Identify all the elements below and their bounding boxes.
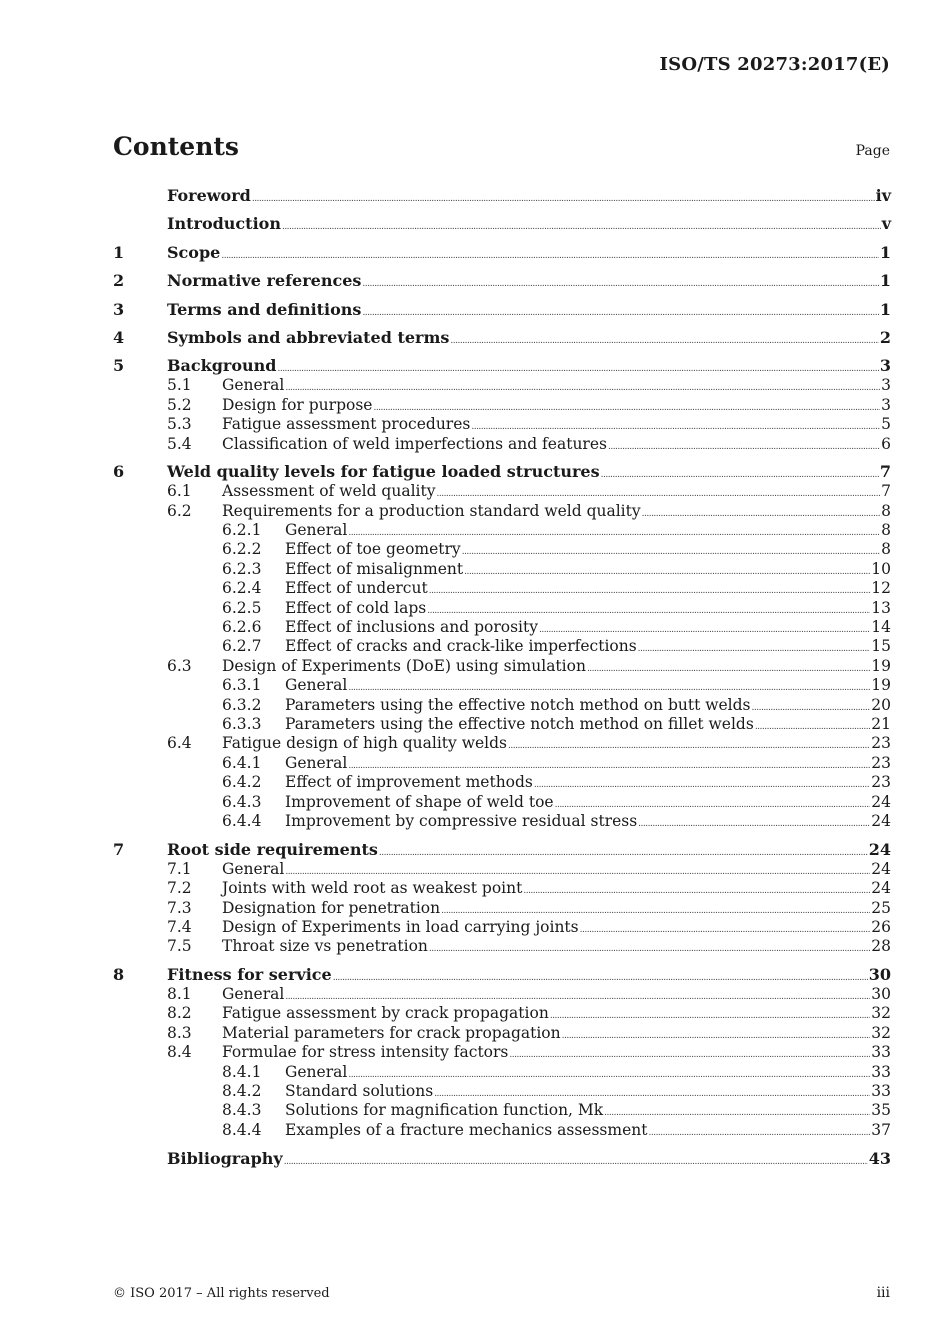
toc-entry-page: 35 — [871, 1101, 891, 1120]
toc-entry-title: Parameters using the effective notch method on butt welds — [285, 695, 751, 714]
toc-entry[interactable] — [113, 754, 891, 773]
toc-entry[interactable] — [113, 540, 891, 559]
toc-entry-number: 6.4.1 — [222, 753, 262, 772]
toc-entry-title: Throat size vs penetration — [222, 937, 428, 956]
toc-entry-title: Classification of weld imperfections and features — [222, 434, 607, 453]
toc-entry[interactable] — [113, 299, 891, 320]
toc-entry-number: 6.2.1 — [222, 521, 262, 540]
toc-entry-number: 8.4 — [167, 1043, 192, 1062]
toc-entry-page: 2 — [879, 327, 891, 347]
toc-entry-page: 33 — [871, 1043, 891, 1062]
toc-entry-title: Material parameters for crack propagation — [222, 1023, 561, 1042]
toc-entry-title: Effect of cold laps — [285, 598, 427, 617]
toc-entry-page: 1 — [879, 271, 891, 291]
toc-dot-leader — [562, 1027, 871, 1046]
toc-entry-title: Solutions for magnification function, Mk — [285, 1101, 604, 1120]
toc-entry-title: Design of Experiments in load carrying joints — [222, 917, 579, 936]
toc-dot-leader — [587, 660, 870, 679]
toc-entry-page: 43 — [868, 1148, 891, 1168]
toc-entry-number: 8.1 — [167, 985, 192, 1004]
toc-entry-title: Improvement by compressive residual stress — [285, 811, 638, 830]
toc-entry-title: General — [285, 676, 348, 695]
toc-entry[interactable] — [113, 376, 891, 395]
toc-entry-title: Fatigue assessment procedures — [222, 415, 471, 434]
toc-entry[interactable] — [113, 773, 891, 792]
toc-entry[interactable] — [113, 879, 891, 898]
toc-dot-leader — [362, 303, 878, 324]
toc-entry-number: 6.2.2 — [222, 540, 262, 559]
toc-entry-number: 7.5 — [167, 937, 192, 956]
toc-entry-page: 20 — [871, 695, 891, 714]
toc-entry-number: 6.1 — [167, 482, 192, 501]
toc-entry-number: 6.2.5 — [222, 598, 262, 617]
toc-entry-number: 7.3 — [167, 898, 192, 917]
toc-dot-leader — [642, 505, 881, 524]
toc-entry-title: Design of Experiments (DoE) using simulation — [222, 656, 586, 675]
copyright-notice: © ISO 2017 – All rights reserved — [113, 1286, 330, 1301]
toc-entry-title: Designation for penetration — [222, 898, 441, 917]
toc-entry-title: Parameters using the effective notch method on fillet welds — [285, 714, 754, 733]
toc-entry-page: 3 — [881, 395, 891, 414]
toc-entry[interactable] — [113, 676, 891, 695]
toc-dot-leader — [508, 737, 870, 756]
toc-entry-page: 32 — [871, 1023, 891, 1042]
toc-dot-leader — [333, 968, 868, 989]
toc-entry-number: 6.2.6 — [222, 618, 262, 637]
toc-entry-title: Requirements for a production standard weld quality — [222, 501, 641, 520]
toc-entry-page: 23 — [871, 734, 891, 753]
toc-entry-title: Fatigue assessment by crack propagation — [222, 1004, 549, 1023]
toc-entry-number: 8.2 — [167, 1004, 192, 1023]
toc-entry-page: 3 — [879, 356, 891, 376]
toc-entry[interactable] — [113, 860, 891, 879]
toc-entry-title: Formulae for stress intensity factors — [222, 1043, 509, 1062]
toc-entry-number: 6.3 — [167, 656, 192, 675]
toc-entry-page: 37 — [871, 1120, 891, 1139]
toc-entry-title: Foreword — [167, 186, 251, 205]
toc-entry-title: Terms and definitions — [167, 299, 362, 319]
toc-entry[interactable] — [113, 1024, 891, 1043]
toc-entry[interactable] — [113, 1043, 891, 1062]
toc-entry-title: Symbols and abbreviated terms — [167, 327, 450, 347]
toc-dot-leader — [752, 699, 871, 718]
toc-entry-number: 6.2.4 — [222, 579, 262, 598]
toc-entry-number: 7 — [113, 839, 125, 859]
toc-entry-title: Improvement of shape of weld toe — [285, 792, 554, 811]
toc-entry[interactable] — [113, 793, 891, 812]
toc-entry-title: General — [285, 521, 348, 540]
toc-dot-leader — [285, 379, 880, 398]
page-column-label: Page — [855, 143, 890, 159]
toc-entry[interactable] — [113, 964, 891, 985]
toc-dot-leader — [509, 1046, 870, 1065]
toc-entry-title: General — [222, 859, 285, 878]
toc-entry[interactable] — [113, 327, 891, 348]
toc-dot-leader — [580, 921, 871, 940]
toc-dot-leader — [379, 843, 868, 864]
toc-entry-number: 5 — [113, 356, 125, 376]
toc-dot-leader — [282, 217, 881, 238]
toc-dot-leader — [284, 1152, 868, 1173]
toc-entry[interactable] — [113, 435, 891, 454]
toc-entry[interactable] — [113, 1004, 891, 1023]
toc-entry-title: Effect of improvement methods — [285, 773, 533, 792]
toc-entry[interactable] — [113, 270, 891, 291]
toc-entry[interactable] — [113, 396, 891, 415]
toc-entry-page: 33 — [871, 1062, 891, 1081]
toc-entry-page: 1 — [879, 299, 891, 319]
toc-entry-number: 6 — [113, 462, 125, 482]
toc-entry[interactable] — [113, 618, 891, 637]
document-id: ISO/TS 20273:2017(E) — [659, 54, 890, 75]
toc-entry-title: General — [285, 753, 348, 772]
toc-entry[interactable] — [113, 918, 891, 937]
toc-entry-page: 21 — [871, 714, 891, 733]
toc-entry[interactable] — [113, 937, 891, 956]
toc-entry[interactable] — [113, 521, 891, 540]
footer-page-number: iii — [876, 1285, 890, 1301]
toc-entry-title: General — [222, 985, 285, 1004]
toc-entry-title: Effect of cracks and crack-like imperfections — [285, 637, 637, 656]
toc-entry-number: 6.4.4 — [222, 811, 262, 830]
toc-entry-page: 33 — [871, 1082, 891, 1101]
toc-dot-leader — [252, 189, 875, 210]
page-title: Contents — [113, 132, 240, 161]
toc-entry-page: 7 — [879, 462, 891, 482]
toc-entry-title: Fitness for service — [167, 965, 332, 985]
toc-dot-leader — [755, 718, 870, 737]
toc-entry-number: 6.3.3 — [222, 714, 262, 733]
toc-entry-number: 3 — [113, 299, 125, 319]
toc-entry-page: 30 — [868, 965, 891, 985]
toc-entry-page: 8 — [881, 521, 891, 540]
toc-entry-page: 23 — [871, 773, 891, 792]
toc-entry[interactable] — [113, 415, 891, 434]
toc-entry-title: Background — [167, 356, 277, 376]
toc-entry[interactable] — [113, 899, 891, 918]
toc-entry[interactable] — [113, 579, 891, 598]
toc-dot-leader — [601, 465, 879, 486]
toc-dot-leader — [464, 563, 870, 582]
toc-dot-leader — [277, 359, 878, 380]
toc-entry-title: Root side requirements — [167, 839, 378, 859]
toc-entry-title: Normative references — [167, 271, 362, 291]
toc-entry-number: 5.2 — [167, 395, 192, 414]
toc-entry-number: 5.1 — [167, 376, 192, 395]
toc-entry-number: 8.3 — [167, 1023, 192, 1042]
toc-dot-leader — [648, 1124, 870, 1143]
toc-entry-number: 6.2.7 — [222, 637, 262, 656]
toc-entry-page: v — [881, 214, 891, 234]
toc-entry-title: Scope — [167, 242, 221, 262]
toc-entry-page: iv — [875, 186, 891, 205]
toc-entry[interactable] — [113, 1082, 891, 1101]
toc-entry[interactable] — [113, 213, 891, 234]
toc-entry[interactable] — [113, 560, 891, 579]
toc-entry-title: Bibliography — [167, 1148, 283, 1168]
toc-entry-number: 7.2 — [167, 879, 192, 898]
toc-entry[interactable] — [113, 461, 891, 482]
toc-entry[interactable] — [113, 502, 891, 521]
toc-entry-number: 6.3.1 — [222, 676, 262, 695]
toc-entry-number: 6.2 — [167, 501, 192, 520]
toc-entry-page: 6 — [881, 434, 891, 453]
toc-entry-page: 15 — [871, 637, 891, 656]
toc-entry-page: 5 — [881, 415, 891, 434]
toc-entry-title: Standard solutions — [285, 1082, 434, 1101]
toc-entry-page: 24 — [868, 839, 891, 859]
toc-entry-number: 5.4 — [167, 434, 192, 453]
toc-entry-title: Effect of toe geometry — [285, 540, 461, 559]
toc-entry-number: 6.2.3 — [222, 559, 262, 578]
toc-entry-number: 4 — [113, 327, 125, 347]
toc-dot-leader — [429, 940, 870, 959]
toc-entry[interactable] — [113, 482, 891, 501]
toc-entry-page: 28 — [871, 937, 891, 956]
toc-entry-page: 32 — [871, 1004, 891, 1023]
toc-dot-leader — [362, 274, 878, 295]
toc-entry[interactable] — [113, 637, 891, 656]
toc-entry-page: 19 — [871, 676, 891, 695]
toc-entry-title: Design for purpose — [222, 395, 373, 414]
toc-entry-number: 8.4.2 — [222, 1082, 262, 1101]
toc-entry[interactable] — [113, 242, 891, 263]
toc-entry-title: Introduction — [167, 214, 281, 234]
toc-entry-page: 13 — [871, 598, 891, 617]
toc-entry-number: 6.3.2 — [222, 695, 262, 714]
toc-entry[interactable] — [113, 1121, 891, 1140]
toc-entry[interactable] — [113, 715, 891, 734]
toc-dot-leader — [523, 882, 870, 901]
toc-entry[interactable] — [113, 1148, 891, 1169]
toc-entry-number: 7.4 — [167, 917, 192, 936]
toc-entry-page: 30 — [871, 985, 891, 1004]
toc-entry-page: 24 — [871, 859, 891, 878]
toc-dot-leader — [462, 543, 880, 562]
toc-dot-leader — [638, 640, 871, 659]
toc-entry[interactable] — [113, 696, 891, 715]
toc-entry[interactable] — [113, 839, 891, 860]
toc-entry-number: 5.3 — [167, 415, 192, 434]
toc-entry[interactable] — [113, 1063, 891, 1082]
toc-entry[interactable] — [113, 599, 891, 618]
toc-entry-number: 8.4.4 — [222, 1120, 262, 1139]
toc-entry-title: Assessment of weld quality — [222, 482, 436, 501]
toc-entry-title: Effect of inclusions and porosity — [285, 618, 538, 637]
toc-entry-number: 8.4.1 — [222, 1062, 262, 1081]
toc-entry-page: 12 — [871, 579, 891, 598]
toc-entry-title: Fatigue design of high quality welds — [222, 734, 507, 753]
toc-dot-leader — [450, 331, 878, 352]
toc-entry-page: 8 — [881, 540, 891, 559]
toc-entry-page: 24 — [871, 792, 891, 811]
toc-dot-leader — [550, 1007, 870, 1026]
toc-entry-page: 10 — [871, 559, 891, 578]
toc-dot-leader — [638, 815, 870, 834]
toc-entry[interactable] — [113, 985, 891, 1004]
toc-entry[interactable] — [113, 657, 891, 676]
toc-entry-page: 8 — [881, 501, 891, 520]
toc-entry-page: 7 — [881, 482, 891, 501]
toc-entry-number: 1 — [113, 242, 125, 262]
toc-entry-page: 24 — [871, 879, 891, 898]
toc-entry[interactable] — [113, 355, 891, 376]
toc-entry-title: Effect of undercut — [285, 579, 428, 598]
toc-entry[interactable] — [113, 1101, 891, 1120]
table-of-contents — [113, 185, 891, 1169]
toc-entry-number: 6.4.3 — [222, 792, 262, 811]
toc-entry[interactable] — [113, 185, 891, 206]
toc-entry-title: General — [222, 376, 285, 395]
toc-entry-page: 26 — [871, 917, 891, 936]
toc-entry-page: 24 — [871, 811, 891, 830]
toc-entry-title: General — [285, 1062, 348, 1081]
toc-entry-page: 14 — [871, 618, 891, 637]
toc-entry-number: 6.4 — [167, 734, 192, 753]
toc-dot-leader — [221, 246, 879, 267]
toc-dot-leader — [534, 776, 870, 795]
toc-entry-page: 25 — [871, 898, 891, 917]
toc-entry-number: 7.1 — [167, 859, 192, 878]
toc-entry-number: 8 — [113, 965, 125, 985]
toc-entry-page: 19 — [871, 656, 891, 675]
toc-entry-number: 2 — [113, 271, 125, 291]
toc-entry-page: 23 — [871, 753, 891, 772]
toc-entry[interactable] — [113, 812, 891, 831]
toc-entry-number: 8.4.3 — [222, 1101, 262, 1120]
toc-entry-title: Joints with weld root as weakest point — [222, 879, 523, 898]
toc-entry-number: 6.4.2 — [222, 773, 262, 792]
toc-dot-leader — [429, 582, 871, 601]
toc-entry-page: 1 — [879, 242, 891, 262]
toc-entry[interactable] — [113, 734, 891, 753]
toc-dot-leader — [608, 438, 880, 457]
toc-entry-title: Weld quality levels for fatigue loaded structures — [167, 462, 600, 482]
toc-entry-title: Effect of misalignment — [285, 559, 464, 578]
toc-entry-title: Examples of a fracture mechanics assessment — [285, 1120, 648, 1139]
toc-entry-page: 3 — [881, 376, 891, 395]
